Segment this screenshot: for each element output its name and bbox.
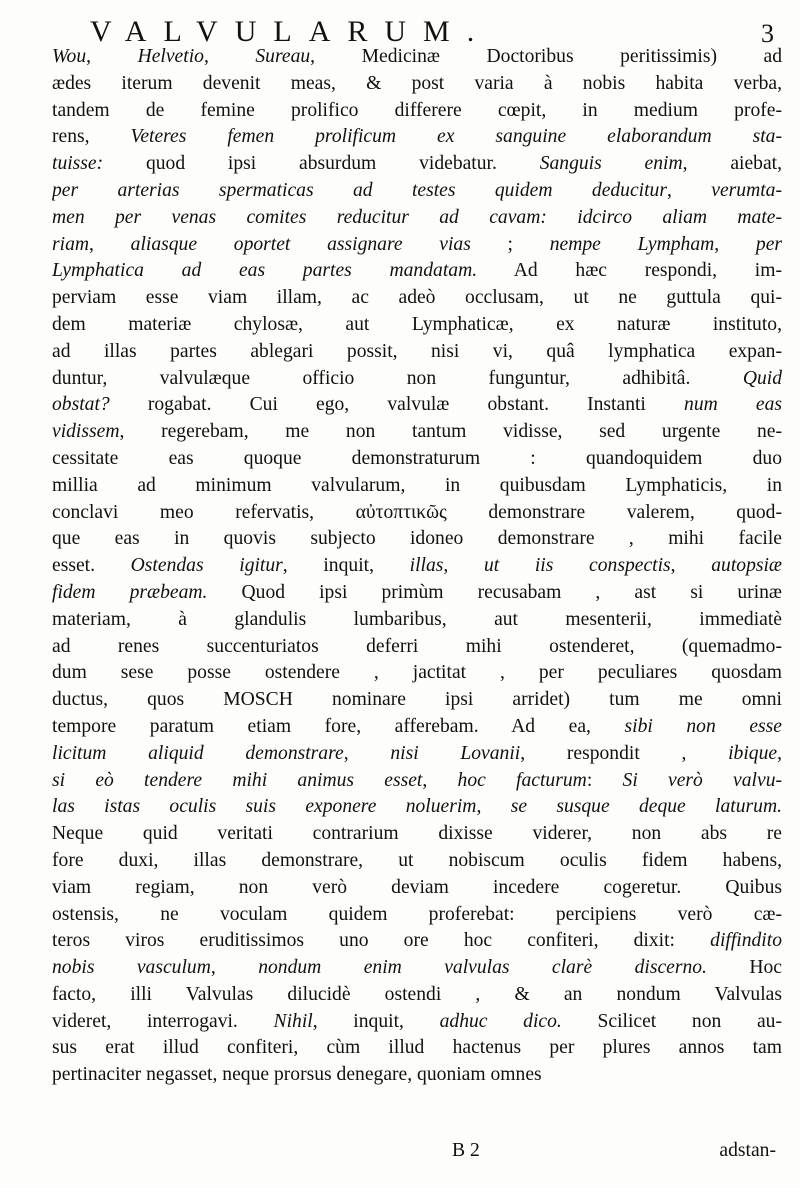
italic-segment: nempe Lympham	[549, 233, 715, 255]
text-segment: ,	[203, 46, 256, 67]
italic-segment: Lymphatica ad eas partes mandatam.	[52, 260, 478, 282]
text-line	[52, 955, 782, 982]
text-segment: ædes iterum devenit meas, & post varia à nobis habita verba,	[52, 72, 782, 94]
text-line	[52, 446, 782, 473]
text-line	[52, 526, 782, 553]
italic-segment: riam	[52, 233, 90, 255]
text-line	[52, 687, 782, 714]
text-line	[52, 607, 782, 634]
italic-segment: sibi non esse	[624, 715, 782, 737]
italic-segment: si eò tendere mihi animus esset	[52, 769, 423, 791]
text-segment: :	[586, 769, 623, 791]
text-segment: materiam, à glandulis lumbaribus, aut mesenterii, immediatè	[52, 608, 782, 630]
italic-segment: men per venas comites reducitur ad cavam: idcirco aliam mate-	[52, 206, 782, 228]
text-segment: ,	[443, 555, 484, 577]
text-line	[52, 928, 782, 955]
italic-segment: per	[755, 233, 782, 255]
text-segment: Ad hæc respondi, im-	[477, 260, 782, 282]
italic-segment: fidem præbeam.	[52, 581, 208, 603]
italic-segment: Helvetio	[137, 46, 204, 67]
text-segment: sus erat illud confiteri, cùm illud hactenus per plures annos tam	[52, 1037, 782, 1059]
text-segment: millia ad minimum valvularum, in quibusdam Lymphaticis, in	[52, 474, 782, 496]
italic-segment: illas	[409, 555, 444, 577]
body-text	[52, 44, 782, 1089]
text-segment: ad illas partes ablegari possit, nisi vi, quâ lymphatica expan-	[52, 340, 782, 362]
text-line	[52, 285, 782, 312]
text-segment: Hoc	[706, 957, 782, 979]
text-line	[52, 258, 782, 285]
text-segment: ,	[89, 233, 131, 255]
catchword: adstan-	[719, 1140, 776, 1161]
italic-segment: verumta-	[711, 179, 782, 201]
italic-segment: diffindito	[710, 930, 782, 952]
text-segment: ,	[210, 957, 259, 979]
text-segment: , respondit ,	[520, 742, 729, 764]
italic-segment: Si verò valvu-	[622, 769, 782, 791]
text-segment: Quod ipsi primùm recusabam , ast si urinæ	[207, 581, 782, 603]
text-segment: ;	[470, 233, 550, 255]
text-segment: ,	[777, 742, 782, 764]
text-segment: , regerebam, me non tantum vidisse, sed urgente ne-	[119, 421, 782, 443]
text-segment: videret, interrogavi.	[52, 1010, 274, 1032]
text-segment: ,	[666, 179, 712, 201]
text-segment: tandem de femine prolifico differere cœpit, in medium profe-	[52, 99, 782, 121]
italic-segment: nondum enim valvulas clarè discerno.	[258, 957, 707, 979]
page-footer	[52, 1138, 782, 1166]
text-segment: , Medicinæ Doctoribus peritissimis) ad	[310, 46, 782, 67]
italic-segment: aliasque oportet assignare vias	[130, 233, 471, 255]
text-segment: quod ipsi absurdum videbatur.	[103, 153, 540, 175]
text-line	[52, 848, 782, 875]
italic-segment: nisi Lovanii	[390, 742, 521, 764]
italic-segment: se susque deque laturum.	[510, 796, 782, 818]
text-line	[52, 151, 782, 178]
running-head: VALVULARUM.	[90, 15, 492, 48]
text-segment: dum sese posse ostendere , jactitat , per peculiares quosdam	[52, 662, 782, 684]
text-line	[52, 312, 782, 339]
signature-mark: B 2	[452, 1140, 480, 1161]
italic-segment: autopsiæ	[711, 555, 782, 577]
text-segment: ad renes succenturiatos deferri mihi ostenderet, (quemadmo-	[52, 635, 782, 657]
italic-segment: licitum aliquid demonstrare	[52, 742, 344, 764]
italic-segment: ibique	[728, 742, 778, 764]
text-line	[52, 71, 782, 98]
text-segment: ductus, quos MOSCH nominare ipsi arridet) tum me omni	[52, 689, 782, 711]
text-line	[52, 124, 782, 151]
italic-segment: tuisse:	[52, 153, 104, 175]
italic-segment: Sureau	[255, 46, 311, 67]
text-segment: dem materiæ chylosæ, aut Lymphaticæ, ex naturæ instituto,	[52, 313, 782, 335]
page-number: 3	[761, 19, 774, 48]
italic-segment: Wou	[52, 46, 87, 67]
text-segment: duntur, valvulæque officio non funguntur, adhibitâ.	[52, 367, 743, 389]
text-segment: perviam esse viam illam, ac adeò occlusam, ut ne guttula qui-	[52, 287, 782, 309]
text-line	[52, 580, 782, 607]
text-line	[52, 714, 782, 741]
text-line	[52, 634, 782, 661]
italic-segment: las istas oculis suis exponere noluerim	[52, 796, 477, 818]
text-line	[52, 205, 782, 232]
text-line	[52, 500, 782, 527]
text-segment: ,	[422, 769, 458, 791]
text-line	[52, 232, 782, 259]
text-segment: ,	[714, 233, 756, 255]
text-segment: ,	[476, 796, 511, 818]
italic-segment: Ostendas igitur	[130, 555, 283, 577]
text-segment: pertinaciter negasset, neque prorsus denegare, quoniam omnes	[52, 1064, 542, 1086]
text-line	[52, 902, 782, 929]
italic-segment: Quid	[742, 367, 782, 389]
text-line	[52, 339, 782, 366]
text-segment: rens,	[52, 126, 131, 148]
text-line	[52, 178, 782, 205]
text-line	[52, 419, 782, 446]
text-line	[52, 982, 782, 1009]
text-line	[52, 1035, 782, 1062]
italic-segment: vidissem	[52, 421, 120, 443]
text-segment: ,	[86, 46, 138, 67]
text-segment: rogabat. Cui ego, valvulæ obstant. Instanti	[109, 394, 685, 416]
italic-segment: ut iis conspectis	[483, 555, 671, 577]
text-segment: conclavi meo refervatis, αὐτοπτικῶς demonstrare valerem, quod-	[52, 501, 782, 523]
text-line	[52, 741, 782, 768]
text-line	[52, 366, 782, 393]
italic-segment: nobis vasculum	[52, 957, 211, 979]
text-line	[52, 1062, 782, 1089]
italic-segment: hoc facturum	[457, 769, 587, 791]
text-line	[52, 553, 782, 580]
text-segment: viam regiam, non verò deviam incedere cogeretur. Quibus	[52, 876, 782, 898]
text-segment: ostensis, ne voculam quidem proferebat: percipiens verò cæ-	[52, 903, 782, 925]
text-line	[52, 473, 782, 500]
text-segment: fore duxi, illas demonstrare, ut nobiscum oculis fidem habens,	[52, 849, 782, 871]
text-line	[52, 794, 782, 821]
text-segment: , inquit,	[282, 555, 410, 577]
italic-segment: Nihil	[273, 1010, 313, 1032]
text-segment: cessitate eas quoque demonstraturum : quandoquidem duo	[52, 447, 782, 469]
italic-segment: Veteres femen prolificum ex sanguine elaborandum sta-	[130, 126, 782, 148]
italic-segment: per arterias spermaticas ad testes quidem deducitur	[52, 179, 667, 201]
text-segment: Neque quid veritati contrarium dixisse viderer, non abs re	[52, 823, 782, 845]
text-line	[52, 660, 782, 687]
text-segment: esset.	[52, 555, 131, 577]
italic-segment: Sanguis enim	[539, 153, 683, 175]
text-line	[52, 1009, 782, 1036]
text-segment: , aiebat,	[682, 153, 782, 175]
text-line	[52, 44, 782, 71]
italic-segment: adhuc dico.	[439, 1010, 562, 1032]
text-segment: Scilicet non au-	[561, 1010, 782, 1032]
italic-segment: obstat?	[52, 394, 110, 416]
text-line	[52, 875, 782, 902]
text-segment: ,	[670, 555, 712, 577]
text-line	[52, 821, 782, 848]
italic-segment: num eas	[684, 394, 782, 416]
text-segment: ,	[343, 742, 391, 764]
text-segment: facto, illi Valvulas dilucidè ostendi , & an nondum Valvulas	[52, 983, 782, 1005]
text-segment: tempore paratum etiam fore, afferebam. Ad ea,	[52, 715, 625, 737]
text-line	[52, 768, 782, 795]
text-segment: teros viros eruditissimos uno ore hoc confiteri, dixit:	[52, 930, 711, 952]
text-line	[52, 392, 782, 419]
text-line	[52, 98, 782, 125]
text-segment: que eas in quovis subjecto idoneo demonstrare , mihi facile	[52, 528, 782, 550]
text-segment: , inquit,	[312, 1010, 440, 1032]
